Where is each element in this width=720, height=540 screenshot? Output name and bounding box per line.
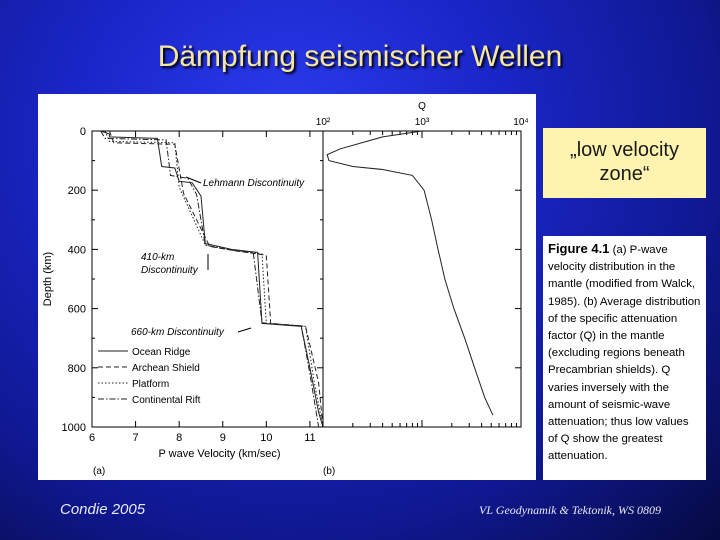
annotation-660-arrow (238, 328, 251, 332)
panel-b-title: Q (418, 101, 426, 112)
footer-citation: Condie 2005 (60, 501, 146, 518)
panel-b-xtick-label: 10⁴ (513, 117, 529, 128)
series-q-profile (327, 131, 493, 415)
panel-a-xlabel: P wave Velocity (km/sec) (158, 448, 281, 460)
panel-a-ytick-label: 0 (79, 126, 86, 138)
panel-a-ytick-label: 200 (67, 185, 86, 198)
panel-a-ytick-label: 1000 (61, 422, 86, 434)
legend-label: Platform (132, 379, 170, 390)
figure-svg (38, 94, 536, 480)
legend-label: Continental Rift (132, 395, 201, 406)
panel-a-ylabel: Depth (km) (42, 251, 54, 307)
panel-b-xtick-label: 10³ (414, 117, 430, 128)
panel-a-xtick-label: 11 (304, 432, 316, 444)
panel-a-xtick-label: 6 (88, 432, 96, 444)
annotation-410-line2: Discontinuity (141, 265, 198, 276)
panel-a-xtick-label: 8 (176, 432, 183, 444)
panel-b-xtick-label: 10² (315, 117, 331, 128)
annotation-lehmann: Lehmann Discontinuity (203, 178, 305, 189)
figure-caption (543, 236, 706, 480)
legend-label: Ocean Ridge (132, 347, 191, 358)
panel-a-ytick-label: 600 (67, 303, 86, 316)
figure-panel (38, 94, 536, 480)
panel-a-xtick-label: 10 (260, 432, 273, 444)
footer-course: VL Geodynamik & Tektonik, WS 0809 (479, 503, 661, 517)
panel-a-xtick-label: 9 (219, 432, 226, 444)
panel-a-ytick-label: 800 (67, 362, 86, 375)
panel-a-xtick-label: 7 (132, 432, 139, 444)
caption-label: Figure 4.1 (548, 241, 610, 256)
panel-a-label: (a) (93, 466, 106, 477)
low-velocity-zone-callout (543, 128, 706, 198)
annotation-660: 660-km Discontinuity (131, 327, 224, 338)
annotation-410-line1: 410-km (141, 252, 175, 263)
panel-a-ytick-label: 400 (67, 244, 86, 257)
callout-text: „low velocity zone“ (570, 139, 679, 185)
caption-text: (a) P-wave velocity distribution in the mantle (modified from Walck, 1985). (b) Average distribution of the specific attenuation factor (Q) in the mantle (excluding regions beneath Precambrian shields). Q varies inversely with the amount of seismic-wave attenuation; thus low values of Q show the greatest attenuation. (548, 244, 701, 463)
slide-title: Dämpfung seismischer Wellen (157, 40, 563, 73)
legend-label: Archean Shield (132, 363, 200, 374)
panel-b-frame (323, 131, 521, 427)
panel-b-label: (b) (323, 466, 336, 477)
